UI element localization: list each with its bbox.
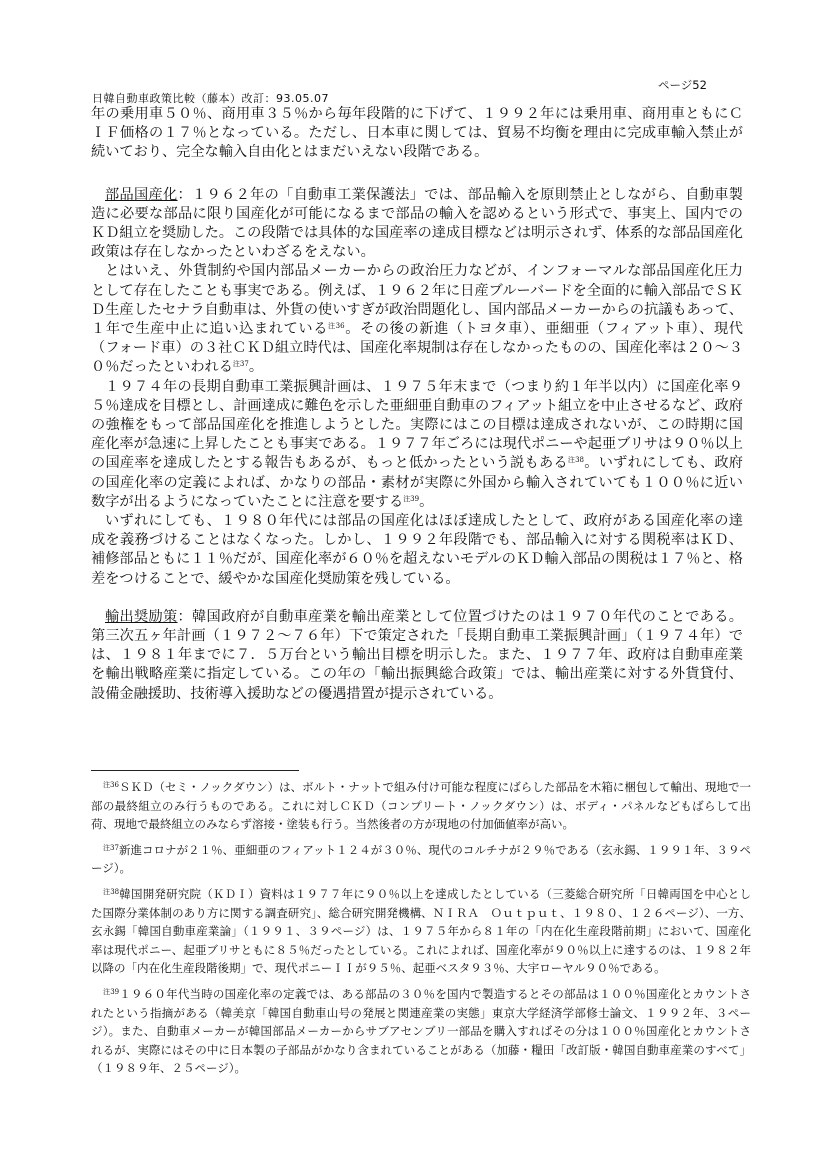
page-number: ページ52: [658, 78, 707, 92]
running-header: 日韓自動車政策比較（藤本）改訂：93.05.07: [92, 92, 329, 105]
footnote-ref-39: 注39: [403, 494, 420, 503]
paragraph-parts-localization: [91, 186, 743, 263]
footnote-ref-36: 注36: [328, 322, 345, 331]
paragraph-export-promotion: [91, 608, 743, 704]
footnotes: [91, 776, 751, 1083]
footnote-36: $^{注36}$ＳＫＤ（セミ・ノックダウン）は、ボルト・ナットで組み付け可能な程度にばらした部品を木箱に梱包して輸出、現地で一部の最終組立のみ行うものである。これに対しＣＫＤ（コンプリート・ノックダウン）は、ボディ・パネルなどもばらして出荷、現地で最終組立のみならず溶接・塗装も行う。当然後者の方が現地の付加価値率が高い。: [91, 780, 751, 832]
paragraph-text: ：韓国政府が自動車産業を輸出産業として位置づけたのは１９７０年代のことである。第三次五ヶ年計画（１９７２～７６年）下で策定された「長期自動車工業振興計画」（１９７４年）では、１９８１年までに７．５万台という輸出目標を明示した。また、１９７７年、政府は自動車産業を輸出戦略産業に指定している。この年の「輸出振興総合政策」では、輸出産業に対する外貨貸付、設備金融援助、技術導入援助などの優遇措置が提示されている。: [91, 608, 743, 702]
footnote-ref-38: 注38: [567, 456, 585, 465]
body-text: [91, 105, 743, 704]
section-heading-parts-localization: 部品国産化: [105, 186, 178, 203]
paragraph-informal-pressure: とはいえ、外貨制約や国内部品メーカーからの政治圧力などが、インフォーマルな部品国産化圧力として存在したことも事実である。例えば、１９６２年に日産ブルーバードを全面的に輸入部品でＳＫＤ生産したセナラ自動車は、外貨の使いすぎが政治問題化し、国内部品メーカーからの抗議もあって、１年で生産中止に追い込まれている$^{注36}$。その後の新進（トヨタ車）、亜細亜（フィアット車）、現代（フォード車）の３社ＣＫＤ組立時代は、国産化率規制は存在しなかったものの、国産化率は２０～３０％だったといわれる$^{注37}$。: [91, 263, 743, 376]
footnote-39: $^{注39}$１９６０年代当時の国産化率の定義では、ある部品の３０％を国内で製造するとその部品は１００％国産化とカウントされたという指摘がある（韓美京「韓国自動車山号の発展と関連産業の実態」東京大学経済学部修士論文、１９９２年、３ページ）。また、自動車メーカーが韓国部品メーカーからサブアセンブリ一部品を購入すればその分は１００％国産化とカウントされるが、実際にはその中に日本製の子部品がかなり含まれていることがある（加藤・糧田「改訂版・韓国自動車産業のすべて」（１９８９年、２５ページ）。: [91, 986, 751, 1076]
footnote-ref-37: 注37: [232, 360, 249, 369]
footnote-divider: [91, 770, 299, 771]
paragraph-text: ：１９６２年の「自動車工業保護法」では、部品輸入を原則禁止としながら、自動車製造に必要な部品に限り国産化が可能になるまで部品の輸入を認めるという形式で、事実上、国内でのＫＤ組立を奨励した。この段階では具体的な国産率の達成目標などは明示されず、体系的な部品国産化政策は存在しなかったといわざるをえない。: [91, 186, 743, 261]
paragraph-1974-plan: １９７４年の長期自動車工業振興計画は、１９７５年末まで（つまり約１年半以内）に国産化率９５％達成を目標とし、計画達成に難色を示した亜細亜自動車のフィアット組立を中止させるなど、政府の強権をもって部品国産化を推進しようとした。実際にはこの目標は達成されないが、この時期に国産化率が急速に上昇したことも事実である。１９７７年ごろには現代ポニーや起亜ブリサは９０％以上の国産率を達成したとする報告もあるが、もっと低かったという説もある$^{注38}$。いずれにしても、政府の国産化率の定義によれば、かなりの部品・素材が実際に外国から輸入されていても１００％に近い数字が出るようになっていたことに注意を要する$^{注39}$。: [91, 378, 743, 510]
footnote-37: $^{注37}$新進コロナが２１％、亜細亜のフィアット１２４が３０％、現代のコルチナが２９％である（玄永錫、１９９１年、３９ページ）。: [91, 842, 751, 876]
paragraph-1980s: いずれにしても、１９８０年代には部品の国産化はほぼ達成したとして、政府がある国産化率の達成を義務づけることはなくなった。しかし、１９９２年段階でも、部品輸入に対する関税率はＫＤ、補修部品ともに１１％だが、国産化率が６０％を超えないモデルのＫＤ輸入部品の関税は１７％と、格差をつけることで、緩やかな国産化奨励策を残している。: [91, 513, 743, 587]
paragraph-tariff: 年の乗用車５０％、商用車３５％から毎年段階的に下げて、１９９２年には乗用車、商用車ともにＣＩＦ価格の１７％となっている。ただし、日本車に関しては、貿易不均衡を理由に完成車輸入禁止が続いており、完全な輸入自由化とはまだいえない段階である。: [91, 106, 743, 161]
section-heading-export-promotion: 輸出奨励策: [105, 608, 178, 625]
footnote-38: $^{注38}$韓国開発研究院（ＫＤＩ）資料は１９７７年に９０％以上を達成したとしている（三菱総合研究所「日韓両国を中心とした国際分業体制のあり方に関する調査研究」、総合研究開発機構、ＮＩＲＡ Ｏｕｔｐｕｔ、１９８０、１２６ページ）、一方、玄永錫「韓国自動車産業論」（１９９１、３９ページ）は、１９７５年から８１年の「内在化生産段階前期」において、国産化率は現代ポニー、起亜ブリサともに８５％だったとしている。これによれば、国産化率が９０％以上に達するのは、１９８２年以降の「内在化生産段階後期」で、現代ポニーＩＩが９５％、起亜ベスタ９３％、大宇ローヤル９０％である。: [91, 886, 751, 976]
